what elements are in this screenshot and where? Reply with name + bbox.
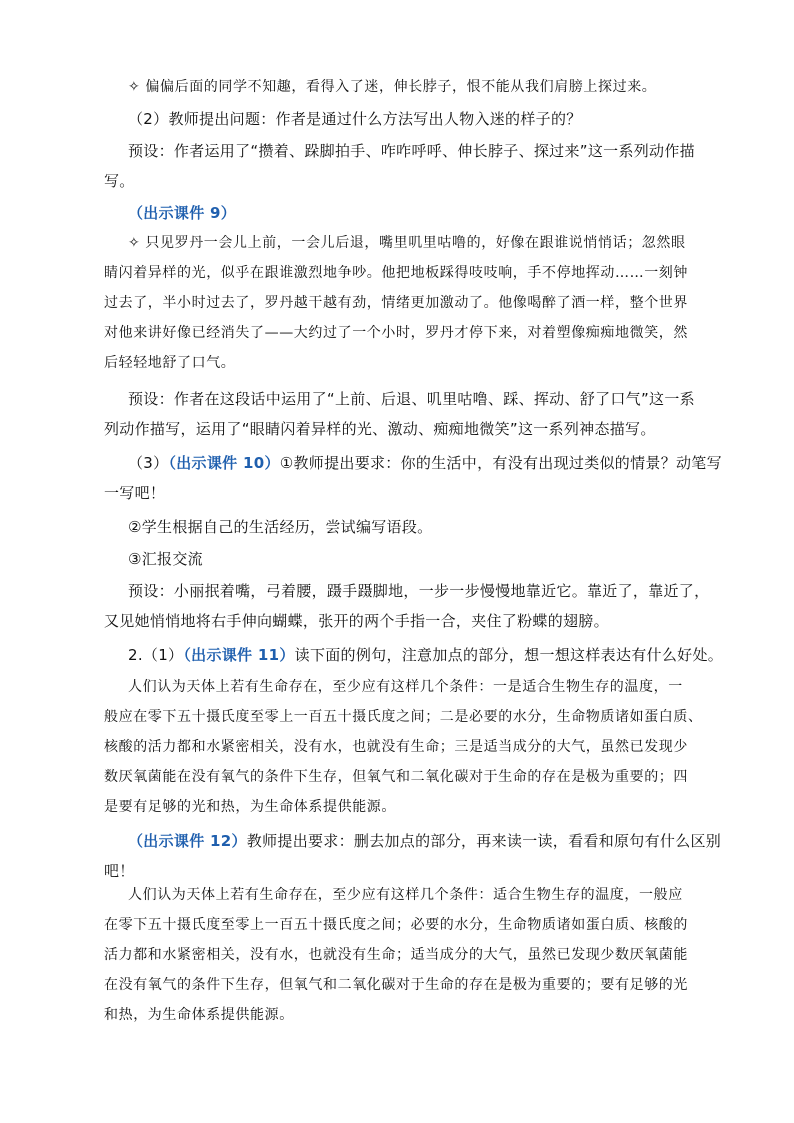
- example-line-2: 在零下五十摄氏度至零上一百五十摄氏度之间；必要的水分，生命物质诸如蛋白质、核酸的: [104, 917, 688, 933]
- quote-line-5: 后轻轻地舒了口气。: [104, 355, 236, 371]
- student-task-paragraph: [104, 512, 724, 542]
- requirement-text: 教师提出要求：删去加点的部分，再来读一读，看看和原句有什么区别: [246, 832, 722, 850]
- quote-paragraph-2: [104, 228, 724, 378]
- example-line-5: 和热，为生命体系提供能源。: [104, 1007, 294, 1023]
- courseware-tag-12: （出示课件 12）: [128, 832, 247, 850]
- courseware-tag-11: （出示课件 11）: [183, 646, 295, 664]
- item-number: 2.（1）: [128, 646, 184, 664]
- report-exchange-text: ③汇报交流: [128, 550, 203, 568]
- example-line-4: 数厌氧菌能在没有氧气的条件下生存，但氧气和二氧化碳对于生命的存在是极为重要的；四: [104, 769, 688, 785]
- example-paragraph-revised: [104, 880, 724, 1030]
- item-number: （3）: [128, 454, 169, 472]
- requirement-line-2: 一写吧！: [104, 484, 166, 502]
- preset-answer-paragraph-2: [104, 384, 724, 444]
- example-line-5: 是要有足够的光和热，为生命体系提供能源。: [104, 799, 396, 815]
- teacher-question-text: （2）教师提出问题：作者是通过什么方法写出人物入迷的样子的？: [128, 110, 582, 128]
- quote-line-1: 只见罗丹一会儿上前，一会儿后退，嘴里叽里咕噜的，好像在跟谁说悄悄话；忽然眼: [145, 235, 686, 251]
- student-task-text: ②学生根据自己的生活经历，尝试编写语段。: [128, 518, 433, 536]
- example-line-4: 在没有氧气的条件下生存，但氧气和二氧化碳对于生命的存在是极为重要的；要有足够的光: [104, 977, 688, 993]
- preset-answer-line-1: 预设：小丽抿着嘴，弓着腰，蹑手蹑脚地，一步一步慢慢地靠近它。靠近了，靠近了，: [128, 582, 710, 600]
- instruction-text: 读下面的例句，注意加点的部分，想一想这样表达有什么好处。: [294, 646, 724, 664]
- preset-answer-paragraph-3: [104, 576, 724, 636]
- requirement-text: ①教师提出要求：你的生活中，有没有出现过类似的情景？动笔写: [279, 454, 722, 472]
- quote-line-3: 过去了，半小时过去了，罗丹越干越有劲，情绪更加激动了。他像喝醉了酒一样，整个世界: [104, 295, 688, 311]
- report-exchange-paragraph: [104, 544, 724, 574]
- example-line-3: 活力都和水紧密相关，没有水，也就没有生命；适当成分的大气，虽然已发现少数厌氧菌能: [104, 947, 688, 963]
- preset-answer-line-1: 预设：作者运用了“攒着、跺脚拍手、咋咋呼呼、伸长脖子、探过来”这一系列动作描: [128, 142, 695, 160]
- teacher-question-paragraph: [104, 104, 724, 134]
- diamond-bullet-icon: ✧: [128, 79, 141, 95]
- preset-answer-line-2: 写。: [104, 172, 135, 190]
- courseware-tag-10: （出示课件 10）: [168, 454, 280, 472]
- preset-answer-line-1: 预设：作者在这段话中运用了“上前、后退、叽里咕噜、踩、挥动、舒了口气”这一系: [128, 390, 695, 408]
- example-line-1: 人们认为天体上若有生命存在，至少应有这样几个条件：一是适合生物生存的温度，一: [128, 679, 683, 695]
- diamond-bullet-icon: ✧: [128, 235, 141, 251]
- teacher-requirement-paragraph: [104, 448, 724, 508]
- teacher-requirement-paragraph-2: [104, 826, 724, 886]
- quote-text: 偏偏后面的同学不知趣，看得入了迷，伸长脖子，恨不能从我们肩膀上探过来。: [145, 79, 657, 95]
- example-paragraph-original: [104, 672, 724, 822]
- preset-answer-line-2: 又见她悄悄地将右手伸向蝴蝶，张开的两个手指一合，夹住了粉蝶的翅膀。: [104, 612, 609, 630]
- preset-answer-line-2: 列动作描写，运用了“眼睛闪着异样的光、激动、痴痴地微笑”这一系列神态描写。: [104, 420, 656, 438]
- example-line-1: 人们认为天体上若有生命存在，至少应有这样几个条件：适合生物生存的温度，一般应: [128, 887, 683, 903]
- quote-line-2: 睛闪着异样的光，似乎在跟谁激烈地争吵。他把地板踩得吱吱响，手不停地挥动……一刻钟: [104, 265, 688, 281]
- courseware-tag-9: （出示课件 9）: [128, 204, 237, 222]
- example-line-2: 般应在零下五十摄氏度至零上一百五十摄氏度之间；二是必要的水分，生命物质诸如蛋白质、: [104, 709, 703, 725]
- courseware-tag-paragraph: [104, 198, 724, 228]
- preset-answer-paragraph-1: [104, 136, 724, 196]
- requirement-line-2: 吧！: [104, 862, 135, 880]
- quote-paragraph-1: [104, 72, 724, 102]
- section-2-heading-paragraph: [104, 640, 724, 670]
- example-line-3: 核酸的活力都和水紧密相关，没有水，也就没有生命；三是适当成分的大气，虽然已发现少: [104, 739, 688, 755]
- quote-line-4: 对他来讲好像已经消失了——大约过了一个小时，罗丹才停下来，对着塑像痴痴地微笑，然: [104, 325, 688, 341]
